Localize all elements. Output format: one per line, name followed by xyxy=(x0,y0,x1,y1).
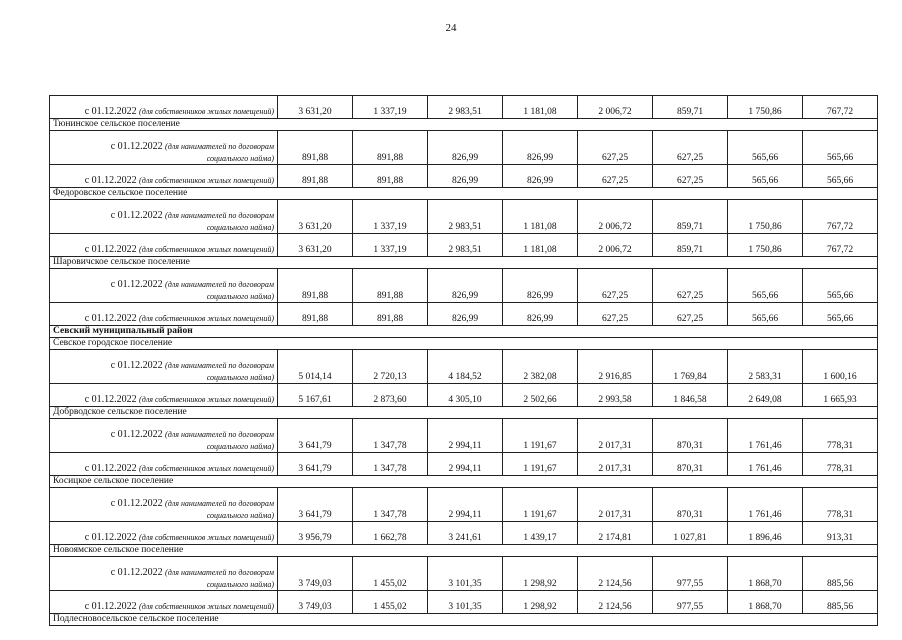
tariff-value-cell: 4 184,52 xyxy=(428,350,503,384)
tariff-value-cell: 870,31 xyxy=(653,419,728,453)
tariff-value-cell: 5 167,61 xyxy=(278,384,353,407)
tariff-value-cell: 1 750,86 xyxy=(728,234,803,257)
tariff-value-cell: 565,66 xyxy=(803,269,878,303)
table-row xyxy=(50,165,878,188)
tariff-value-cell: 2 382,08 xyxy=(503,350,578,384)
table-row xyxy=(50,303,878,326)
section-row xyxy=(50,614,878,626)
tariff-value-cell: 3 749,03 xyxy=(278,591,353,614)
tariff-value-cell: 1 761,46 xyxy=(728,453,803,476)
row-date: с 01.12.2022 xyxy=(110,567,163,578)
tariff-value-cell: 1 868,70 xyxy=(728,557,803,591)
tariff-value-cell: 2 983,51 xyxy=(428,96,503,119)
row-date: с 01.12.2022 xyxy=(110,210,163,221)
tariff-value-cell: 565,66 xyxy=(728,131,803,165)
tariff-value-cell: 2 124,56 xyxy=(578,557,653,591)
section-row xyxy=(50,326,878,338)
settlement-title: Подлесновосельское сельское поселение xyxy=(50,614,878,626)
row-label xyxy=(50,350,278,384)
row-note: (для собственников жилых помещений) xyxy=(139,107,274,116)
row-note-continued: социального найма) xyxy=(206,373,274,382)
row-label xyxy=(50,522,278,545)
row-date: с 01.12.2022 xyxy=(84,175,137,186)
tariff-value-cell: 3 641,79 xyxy=(278,488,353,522)
settlement-title: Шаровичское сельское поселение xyxy=(50,257,878,269)
tariff-value-cell: 1 337,19 xyxy=(353,200,428,234)
row-note: (для нанимателей по договорам xyxy=(165,568,274,577)
tariff-value-cell: 891,88 xyxy=(278,131,353,165)
tariff-value-cell: 627,25 xyxy=(578,303,653,326)
row-note-continued: социального найма) xyxy=(206,154,274,163)
row-date: с 01.12.2022 xyxy=(110,279,163,290)
tariff-value-cell: 1 347,78 xyxy=(353,453,428,476)
table-row xyxy=(50,522,878,545)
row-note-continued: социального найма) xyxy=(206,511,274,520)
row-label xyxy=(50,591,278,614)
tariff-value-cell: 627,25 xyxy=(653,131,728,165)
tariff-value-cell: 891,88 xyxy=(278,269,353,303)
row-label-line xyxy=(53,244,274,256)
row-note: (для нанимателей по договорам xyxy=(165,211,274,220)
tariff-value-cell: 891,88 xyxy=(353,269,428,303)
tariff-value-cell: 2 649,08 xyxy=(728,384,803,407)
tariff-value-cell: 891,88 xyxy=(353,165,428,188)
row-label xyxy=(50,269,278,303)
tariff-value-cell: 1 181,08 xyxy=(503,234,578,257)
row-label xyxy=(50,165,278,188)
row-label-line xyxy=(53,313,274,325)
row-label-line xyxy=(53,394,274,406)
tariff-value-cell: 891,88 xyxy=(278,303,353,326)
tariff-value-cell: 2 006,72 xyxy=(578,200,653,234)
tariff-value-cell: 859,71 xyxy=(653,234,728,257)
tariff-value-cell: 565,66 xyxy=(728,269,803,303)
row-label-line xyxy=(53,210,274,222)
tariff-value-cell: 3 749,03 xyxy=(278,557,353,591)
row-label-line xyxy=(53,463,274,475)
tariff-value-cell: 1 337,19 xyxy=(353,234,428,257)
tariff-value-cell: 977,55 xyxy=(653,591,728,614)
tariff-value-cell: 1 181,08 xyxy=(503,96,578,119)
tariff-value-cell: 2 994,11 xyxy=(428,453,503,476)
tariff-value-cell: 2 017,31 xyxy=(578,419,653,453)
tariff-value-cell: 2 006,72 xyxy=(578,96,653,119)
tariff-table-body xyxy=(50,96,878,626)
tariff-value-cell: 2 994,11 xyxy=(428,419,503,453)
row-label xyxy=(50,488,278,522)
row-label xyxy=(50,234,278,257)
row-label xyxy=(50,131,278,165)
tariff-value-cell: 3 241,61 xyxy=(428,522,503,545)
tariff-value-cell: 767,72 xyxy=(803,234,878,257)
tariff-value-cell: 3 101,35 xyxy=(428,557,503,591)
tariff-value-cell: 3 641,79 xyxy=(278,419,353,453)
row-label xyxy=(50,384,278,407)
tariff-value-cell: 1 347,78 xyxy=(353,488,428,522)
row-label-line xyxy=(53,175,274,187)
table-row xyxy=(50,453,878,476)
tariff-value-cell: 565,66 xyxy=(728,303,803,326)
tariff-value-cell: 3 631,20 xyxy=(278,96,353,119)
tariff-value-cell: 2 983,51 xyxy=(428,234,503,257)
row-label-line xyxy=(53,567,274,579)
tariff-value-cell: 3 956,79 xyxy=(278,522,353,545)
tariff-value-cell: 3 101,35 xyxy=(428,591,503,614)
tariff-value-cell: 885,56 xyxy=(803,591,878,614)
tariff-value-cell: 1 761,46 xyxy=(728,419,803,453)
page-number: 24 xyxy=(445,22,457,34)
tariff-value-cell: 2 993,58 xyxy=(578,384,653,407)
section-row xyxy=(50,119,878,131)
section-row xyxy=(50,545,878,557)
tariff-value-cell: 778,31 xyxy=(803,419,878,453)
row-label xyxy=(50,453,278,476)
tariff-value-cell: 977,55 xyxy=(653,557,728,591)
row-note: (для собственников жилых помещений) xyxy=(139,533,274,542)
table-row xyxy=(50,96,878,119)
table-row xyxy=(50,234,878,257)
tariff-value-cell: 891,88 xyxy=(353,303,428,326)
tariff-value-cell: 1 298,92 xyxy=(503,591,578,614)
tariff-value-cell: 1 181,08 xyxy=(503,200,578,234)
tariff-value-cell: 1 027,81 xyxy=(653,522,728,545)
tariff-value-cell: 627,25 xyxy=(578,131,653,165)
table-row xyxy=(50,384,878,407)
tariff-value-cell: 826,99 xyxy=(428,303,503,326)
row-note: (для собственников жилых помещений) xyxy=(139,176,274,185)
section-row xyxy=(50,476,878,488)
tariff-value-cell: 767,72 xyxy=(803,200,878,234)
row-note: (для нанимателей по договорам xyxy=(165,142,274,151)
table-row xyxy=(50,488,878,522)
tariff-value-cell: 891,88 xyxy=(278,165,353,188)
tariff-value-cell: 826,99 xyxy=(503,131,578,165)
table-row xyxy=(50,557,878,591)
row-note-continued: социального найма) xyxy=(206,223,274,232)
tariff-value-cell: 859,71 xyxy=(653,200,728,234)
tariff-value-cell: 2 873,60 xyxy=(353,384,428,407)
tariff-value-cell: 2 006,72 xyxy=(578,234,653,257)
district-title: Севский муниципальный район xyxy=(50,326,878,338)
tariff-value-cell: 3 631,20 xyxy=(278,200,353,234)
table-row xyxy=(50,200,878,234)
tariff-value-cell: 627,25 xyxy=(578,269,653,303)
row-label-line xyxy=(53,429,274,441)
tariff-value-cell: 1 750,86 xyxy=(728,200,803,234)
tariff-value-cell: 826,99 xyxy=(503,269,578,303)
tariff-value-cell: 1 191,67 xyxy=(503,453,578,476)
tariff-value-cell: 2 017,31 xyxy=(578,453,653,476)
section-row xyxy=(50,407,878,419)
tariff-value-cell: 1 769,84 xyxy=(653,350,728,384)
tariff-value-cell: 1 662,78 xyxy=(353,522,428,545)
table-row xyxy=(50,419,878,453)
row-date: с 01.12.2022 xyxy=(110,360,163,371)
row-label-line xyxy=(53,498,274,510)
tariff-value-cell: 767,72 xyxy=(803,96,878,119)
settlement-title: Тюнинское сельское поселение xyxy=(50,119,878,131)
settlement-title: Севское городское поселение xyxy=(50,338,878,350)
settlement-title: Новоямское сельское поселение xyxy=(50,545,878,557)
tariff-value-cell: 627,25 xyxy=(653,269,728,303)
tariff-value-cell: 3 641,79 xyxy=(278,453,353,476)
tariff-value-cell: 627,25 xyxy=(653,165,728,188)
tariff-value-cell: 1 750,86 xyxy=(728,96,803,119)
tariff-value-cell: 565,66 xyxy=(803,131,878,165)
row-note: (для нанимателей по договорам xyxy=(165,430,274,439)
table-row xyxy=(50,269,878,303)
tariff-value-cell: 826,99 xyxy=(428,269,503,303)
settlement-title: Добрводское сельское поселение xyxy=(50,407,878,419)
tariff-value-cell: 565,66 xyxy=(803,165,878,188)
tariff-value-cell: 1 761,46 xyxy=(728,488,803,522)
tariff-value-cell: 627,25 xyxy=(578,165,653,188)
row-note-continued: социального найма) xyxy=(206,442,274,451)
settlement-title: Федоровское сельское поселение xyxy=(50,188,878,200)
row-label-line xyxy=(53,106,274,118)
row-note: (для нанимателей по договорам xyxy=(165,280,274,289)
section-row xyxy=(50,188,878,200)
tariff-value-cell: 826,99 xyxy=(503,165,578,188)
tariff-value-cell: 1 846,58 xyxy=(653,384,728,407)
tariff-value-cell: 1 337,19 xyxy=(353,96,428,119)
tariff-value-cell: 1 455,02 xyxy=(353,591,428,614)
tariff-value-cell: 826,99 xyxy=(428,131,503,165)
tariff-value-cell: 885,56 xyxy=(803,557,878,591)
row-date: с 01.12.2022 xyxy=(84,313,137,324)
tariff-value-cell: 1 896,46 xyxy=(728,522,803,545)
tariff-value-cell: 1 868,70 xyxy=(728,591,803,614)
row-label xyxy=(50,200,278,234)
row-date: с 01.12.2022 xyxy=(110,141,163,152)
row-label xyxy=(50,96,278,119)
row-note: (для нанимателей по договорам xyxy=(165,361,274,370)
tariff-value-cell: 2 720,13 xyxy=(353,350,428,384)
section-row xyxy=(50,257,878,269)
tariff-value-cell: 870,31 xyxy=(653,453,728,476)
row-date: с 01.12.2022 xyxy=(110,498,163,509)
tariff-value-cell: 870,31 xyxy=(653,488,728,522)
table-row xyxy=(50,350,878,384)
row-date: с 01.12.2022 xyxy=(84,244,137,255)
row-label xyxy=(50,303,278,326)
row-date: с 01.12.2022 xyxy=(110,429,163,440)
tariff-value-cell: 1 347,78 xyxy=(353,419,428,453)
tariff-value-cell: 778,31 xyxy=(803,453,878,476)
row-date: с 01.12.2022 xyxy=(84,532,137,543)
tariff-value-cell: 859,71 xyxy=(653,96,728,119)
row-note: (для собственников жилых помещений) xyxy=(139,464,274,473)
row-note-continued: социального найма) xyxy=(206,580,274,589)
row-note: (для собственников жилых помещений) xyxy=(139,602,274,611)
settlement-title: Косицкое сельское поселение xyxy=(50,476,878,488)
tariff-value-cell: 2 994,11 xyxy=(428,488,503,522)
row-note: (для собственников жилых помещений) xyxy=(139,245,274,254)
tariff-value-cell: 2 502,66 xyxy=(503,384,578,407)
tariff-value-cell: 1 665,93 xyxy=(803,384,878,407)
table-row xyxy=(50,591,878,614)
tariff-value-cell: 913,31 xyxy=(803,522,878,545)
tariff-value-cell: 1 191,67 xyxy=(503,419,578,453)
row-note: (для собственников жилых помещений) xyxy=(139,395,274,404)
tariff-value-cell: 2 017,31 xyxy=(578,488,653,522)
table-row xyxy=(50,131,878,165)
row-date: с 01.12.2022 xyxy=(84,394,137,405)
row-date: с 01.12.2022 xyxy=(84,463,137,474)
tariff-value-cell: 1 191,67 xyxy=(503,488,578,522)
tariff-value-cell: 2 124,56 xyxy=(578,591,653,614)
row-note-continued: социального найма) xyxy=(206,292,274,301)
tariff-value-cell: 2 583,31 xyxy=(728,350,803,384)
tariff-value-cell: 1 439,17 xyxy=(503,522,578,545)
tariff-value-cell: 891,88 xyxy=(353,131,428,165)
tariff-value-cell: 3 631,20 xyxy=(278,234,353,257)
tariff-value-cell: 1 298,92 xyxy=(503,557,578,591)
tariff-value-cell: 826,99 xyxy=(503,303,578,326)
row-label xyxy=(50,557,278,591)
tariff-value-cell: 565,66 xyxy=(728,165,803,188)
section-row xyxy=(50,338,878,350)
tariff-value-cell: 2 916,85 xyxy=(578,350,653,384)
row-note: (для собственников жилых помещений) xyxy=(139,314,274,323)
row-label-line xyxy=(53,279,274,291)
tariff-value-cell: 2 174,81 xyxy=(578,522,653,545)
tariff-value-cell: 826,99 xyxy=(428,165,503,188)
tariff-value-cell: 4 305,10 xyxy=(428,384,503,407)
tariff-value-cell: 1 455,02 xyxy=(353,557,428,591)
row-label-line xyxy=(53,532,274,544)
tariff-value-cell: 2 983,51 xyxy=(428,200,503,234)
row-note: (для нанимателей по договорам xyxy=(165,499,274,508)
row-date: с 01.12.2022 xyxy=(84,106,137,117)
tariff-value-cell: 5 014,14 xyxy=(278,350,353,384)
row-label-line xyxy=(53,601,274,613)
row-label-line xyxy=(53,360,274,372)
tariff-value-cell: 1 600,16 xyxy=(803,350,878,384)
row-date: с 01.12.2022 xyxy=(84,601,137,612)
tariff-table xyxy=(49,95,878,626)
row-label-line xyxy=(53,141,274,153)
tariff-value-cell: 627,25 xyxy=(653,303,728,326)
tariff-value-cell: 565,66 xyxy=(803,303,878,326)
row-label xyxy=(50,419,278,453)
tariff-value-cell: 778,31 xyxy=(803,488,878,522)
